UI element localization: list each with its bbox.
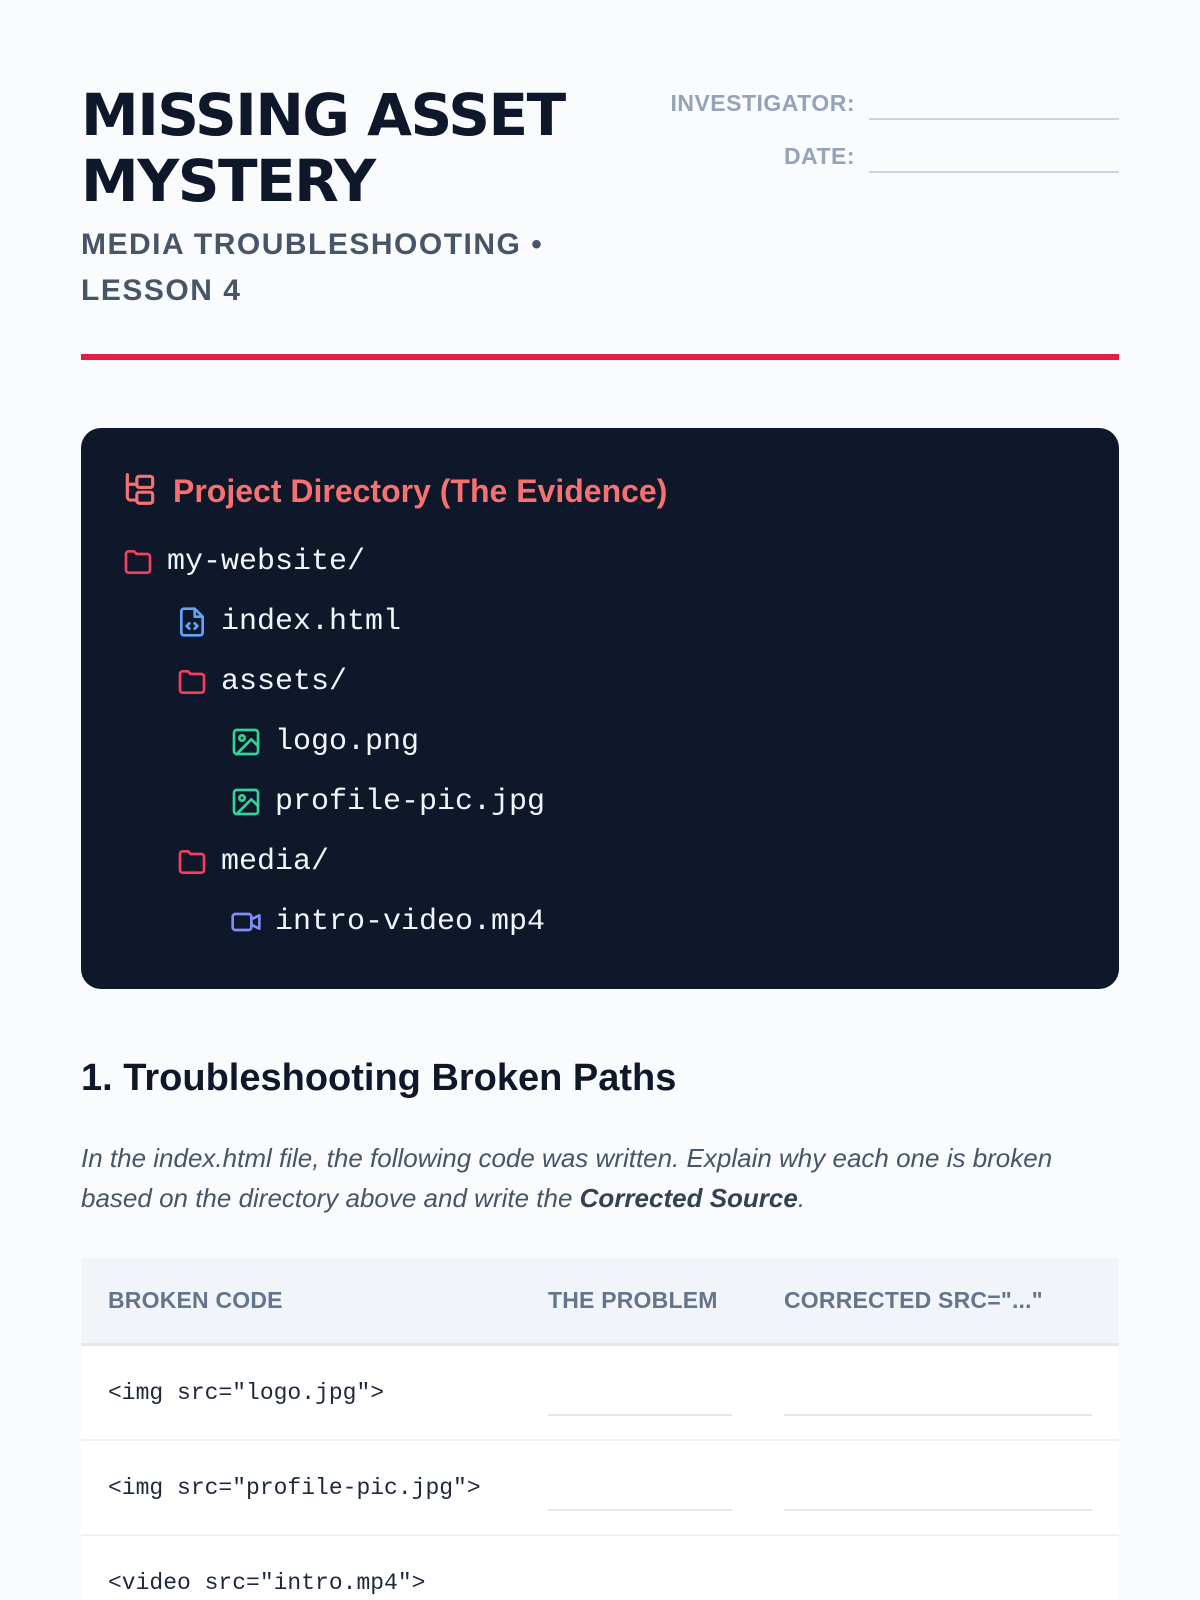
tree-item-logo-png <box>121 712 1079 772</box>
table-header <box>81 1258 1119 1346</box>
problem-answer-line[interactable] <box>548 1414 732 1416</box>
problem-answer-line[interactable] <box>548 1509 732 1511</box>
column-header-problem: THE PROBLEM <box>548 1287 718 1313</box>
corrected-cell[interactable] <box>784 1465 1119 1511</box>
investigator-row <box>621 82 1119 120</box>
worksheet-header <box>81 0 1119 357</box>
evidence-panel <box>81 428 1119 989</box>
tree-item-name: media/ <box>221 845 330 879</box>
broken-code-cell: <img src="profile-pic.jpg"> <box>108 1474 481 1501</box>
investigator-label: INVESTIGATOR: <box>670 90 855 116</box>
folder-icon <box>175 845 209 879</box>
folder-icon <box>175 665 209 699</box>
section-title: 1. Troubleshooting Broken Paths <box>81 1057 677 1099</box>
meta-fields <box>621 82 1119 188</box>
table-row <box>81 1441 1119 1536</box>
image-icon <box>229 785 263 819</box>
corrected-cell[interactable] <box>784 1370 1119 1416</box>
tree-item-intro-video <box>121 892 1079 952</box>
tree-item-my-website <box>121 532 1079 592</box>
problem-cell[interactable] <box>548 1560 784 1600</box>
image-icon <box>229 725 263 759</box>
broken-code-cell: <img src="logo.jpg"> <box>108 1379 385 1406</box>
table-row <box>81 1536 1119 1600</box>
instructions-emphasis: Corrected Source <box>579 1183 798 1213</box>
date-label: DATE: <box>783 143 855 169</box>
tree-item-name: assets/ <box>221 665 348 699</box>
investigator-field[interactable] <box>869 82 1119 120</box>
date-row <box>621 135 1119 173</box>
corrected-answer-line[interactable] <box>784 1414 1092 1416</box>
tree-item-name: intro-video.mp4 <box>275 905 546 939</box>
tree-item-name: index.html <box>221 605 402 639</box>
problem-cell[interactable] <box>548 1465 784 1511</box>
tree-item-name: profile-pic.jpg <box>275 785 546 819</box>
corrected-answer-line[interactable] <box>784 1509 1092 1511</box>
tree-item-media <box>121 832 1079 892</box>
evidence-title: Project Directory (The Evidence) <box>173 472 668 509</box>
worksheet-title: MISSING ASSET MYSTERY <box>81 81 565 215</box>
instructions-end: . <box>797 1183 806 1213</box>
evidence-header <box>121 466 1079 516</box>
code-file-icon <box>175 605 209 639</box>
folder-icon <box>121 545 155 579</box>
date-field[interactable] <box>869 135 1119 173</box>
column-header-corrected: CORRECTED SRC="..." <box>784 1287 1043 1313</box>
worksheet-subtitle: MEDIA TROUBLESHOOTING • LESSON 4 <box>81 228 544 307</box>
video-icon <box>229 905 263 939</box>
tree-item-profile-pic <box>121 772 1079 832</box>
column-header-broken-code: BROKEN CODE <box>108 1287 283 1313</box>
header-divider <box>81 354 1119 360</box>
tree-item-name: logo.png <box>275 725 420 759</box>
broken-code-cell: <video src="intro.mp4"> <box>108 1569 426 1596</box>
instructions <box>81 1138 1119 1218</box>
tree-item-assets <box>121 652 1079 712</box>
folder-tree-icon <box>121 470 173 513</box>
instructions-text: In the index.html file, the following code was written. Explain why each one is broken based on the directory above and write the <box>81 1143 1053 1213</box>
tree-item-index-html <box>121 592 1079 652</box>
tree-item-name: my-website/ <box>167 545 366 579</box>
corrected-cell[interactable] <box>784 1560 1119 1600</box>
problem-cell[interactable] <box>548 1370 784 1416</box>
table-row <box>81 1346 1119 1441</box>
broken-paths-table <box>81 1258 1119 1600</box>
